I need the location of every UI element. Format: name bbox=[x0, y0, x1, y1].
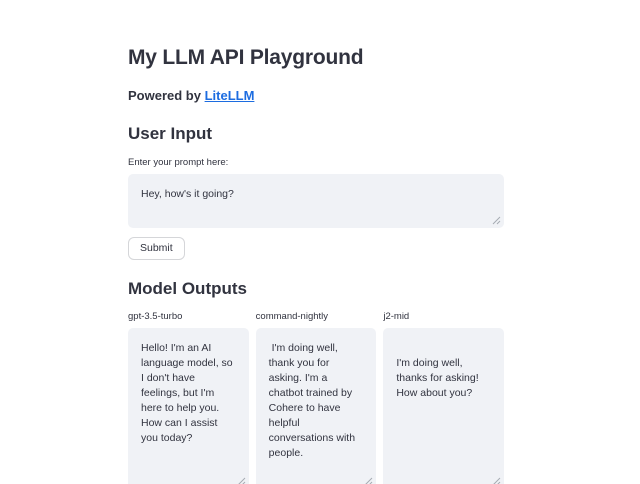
model-name-label: gpt-3.5-turbo bbox=[128, 311, 183, 322]
model-output-column-command-nightly bbox=[256, 299, 377, 484]
output-textarea-wrap bbox=[128, 328, 249, 484]
output-textarea-wrap bbox=[383, 328, 504, 484]
submit-button[interactable]: Submit bbox=[128, 237, 185, 260]
model-output-column-gpt-3.5-turbo bbox=[128, 299, 249, 484]
powered-by-text: Powered by bbox=[128, 88, 205, 103]
page-title: My LLM API Playground bbox=[128, 46, 364, 69]
output-textarea-wrap bbox=[256, 328, 377, 484]
model-outputs-heading: Model Outputs bbox=[128, 279, 247, 298]
prompt-label: Enter your prompt here: bbox=[128, 157, 229, 168]
main-content bbox=[128, 0, 504, 484]
resize-handle-icon[interactable] bbox=[492, 477, 501, 484]
model-outputs-section bbox=[128, 278, 504, 484]
model-output-j2-mid[interactable] bbox=[383, 328, 504, 484]
user-input-heading: User Input bbox=[128, 124, 213, 143]
resize-handle-icon[interactable] bbox=[492, 216, 501, 225]
model-output-columns bbox=[128, 299, 504, 484]
prompt-textarea-wrap bbox=[128, 174, 504, 228]
prompt-input[interactable] bbox=[128, 174, 504, 228]
powered-by-line bbox=[128, 88, 504, 104]
model-name-label: command-nightly bbox=[255, 311, 329, 322]
litellm-link[interactable]: LiteLLM bbox=[204, 88, 255, 103]
model-name-label: j2-mid bbox=[383, 311, 410, 322]
model-output-command-nightly[interactable] bbox=[256, 328, 377, 484]
resize-handle-icon[interactable] bbox=[237, 477, 246, 484]
resize-handle-icon[interactable] bbox=[364, 477, 373, 484]
user-input-section bbox=[128, 123, 504, 260]
model-output-column-j2-mid bbox=[383, 299, 504, 484]
model-output-gpt-3.5-turbo[interactable] bbox=[128, 328, 249, 484]
